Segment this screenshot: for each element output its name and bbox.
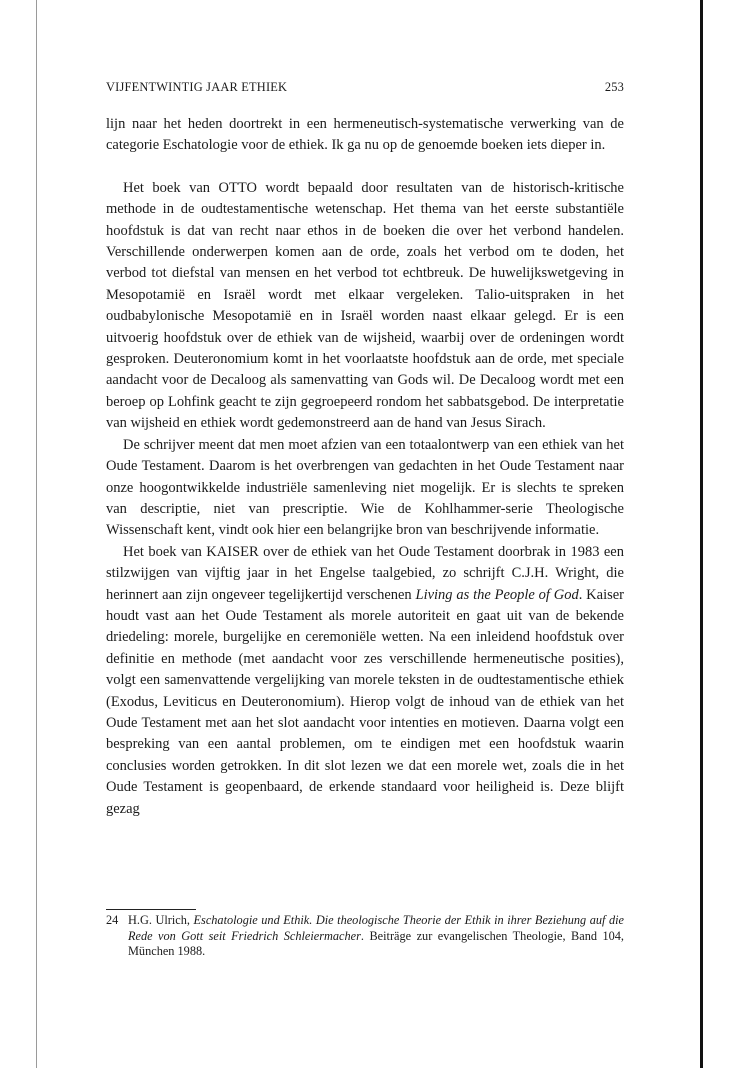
- kaiser-text-after: . Kaiser houdt vast aan het Oude Testament als morele autoriteit en gaat uit van de bekende driedeling: morele, burgelijke en ceremoniële wetten. Na een inleidend hoofdstuk over definitie en methode (met aandacht voor zes verschillende hermeneutische posities), volgt een samenvattende vergelijking van morele teksten in de oudtestamentische ethiek (Exodus, Leviticus en Deuteronomium). Hierop volgt de inhoud van de ethiek van het Oude Testament met aan het slot aandacht voor intenties en motieven. Daarna volgt een bespreking van een aantal problemen, om te eindigen met een hoofdstuk waarin conclusies worden getrokken. In dit slot lezen we dat een morele wet, zoals die in het Oude Testament is geopenbaard, de erkende standaard voor heiligheid is. Deze blijft gezag: [106, 586, 625, 817]
- book-title-living-as-the-people-of-god: Living as the People of God: [415, 586, 579, 603]
- footnote-author: H.G. Ulrich,: [128, 913, 194, 927]
- paragraph-continuation: lijn naar het heden doortrekt in een hermeneutisch-systematische verwerking van de categorie Eschatologie voor de ethiek. Ik ga nu op de genoemde boeken iets dieper in.: [106, 116, 624, 154]
- paragraph-otto: Het boek van OTTO wordt bepaald door resultaten van de historisch-kritische methode in de oudtestamentische wetenschap. Het thema van het eerste substantiële hoofdstuk is dat van recht naar ethos in de boeken die over het verbond handelen. Verschillende onderwerpen komen aan de orde, zoals het verbod om te doden, het verbod tot diefstal van mensen en het verbod tot echtbreuk. De huwelijkswetgeving in Mesopotamië en Israël wordt met elkaar vergeleken. Talio-uitspraken in het oudbabylonische Mesopotamië en in Israël worden naast elkaar gelegd. Er is een uitvoerig hoofdstuk over de ethiek van de wijsheid, waarbij over de ordeningen wordt gesproken. Deuteronomium komt in het voorlaatste hoofdstuk aan de orde, met speciale aandacht voor de Decaloog als samenvatting van Gods wil. De Decaloog wordt met een beroep op Lohfink geacht te zijn gegroepeerd rondom het sabbatsgebod. De interpretatie van wijsheid en ethiek wordt gedemonstreerd aan de hand van Jesus Sirach.: [106, 179, 624, 432]
- page-number: 253: [604, 80, 624, 94]
- footnote-number: 24: [106, 913, 119, 927]
- page-right-edge: [700, 0, 703, 1068]
- body-text: [106, 114, 624, 820]
- running-head: [106, 80, 624, 98]
- footnote-body: [128, 913, 624, 960]
- footnote-book-title: Eschatologie und Ethik. Die theologische Theorie der Ethik in ihrer Beziehung auf die Rede von Gott seit Friedrich Schleiermacher: [128, 913, 625, 943]
- paragraph-kaiser: [106, 542, 624, 820]
- footnote: [106, 913, 624, 960]
- footnote-publication: . Beiträge zur evangelischen Theologie, Band 104, München 1988.: [128, 928, 624, 959]
- kaiser-text-before: Het boek van KAISER over de ethiek van het Oude Testament doorbrak in 1983 een stilzwijgen van vijftig jaar in het Engelse taalgebied, zo schrijft C.J.H. Wright, die herinnert aan zijn ongeveer tegelijkertijd verschenen: [106, 543, 624, 603]
- footnote-rule: [106, 909, 196, 910]
- running-head-title: VIJFENTWINTIG JAAR ETHIEK: [106, 80, 288, 94]
- page-left-edge: [36, 0, 37, 1068]
- paragraph-totaalontwerp: De schrijver meent dat men moet afzien van een totaalontwerp van een ethiek van het Oude Testament. Daarom is het overbrengen van gedachten in het Oude Testament naar onze hoogontwikkelde industriële samenleving niet mogelijk. Er is slechts te spreken van descriptie, niet van prescriptie. Wie de Kohlhammer-serie Theologische Wissenschaft kent, vindt ook hier een belangrijke bron van beschrijvende informatie.: [106, 436, 624, 539]
